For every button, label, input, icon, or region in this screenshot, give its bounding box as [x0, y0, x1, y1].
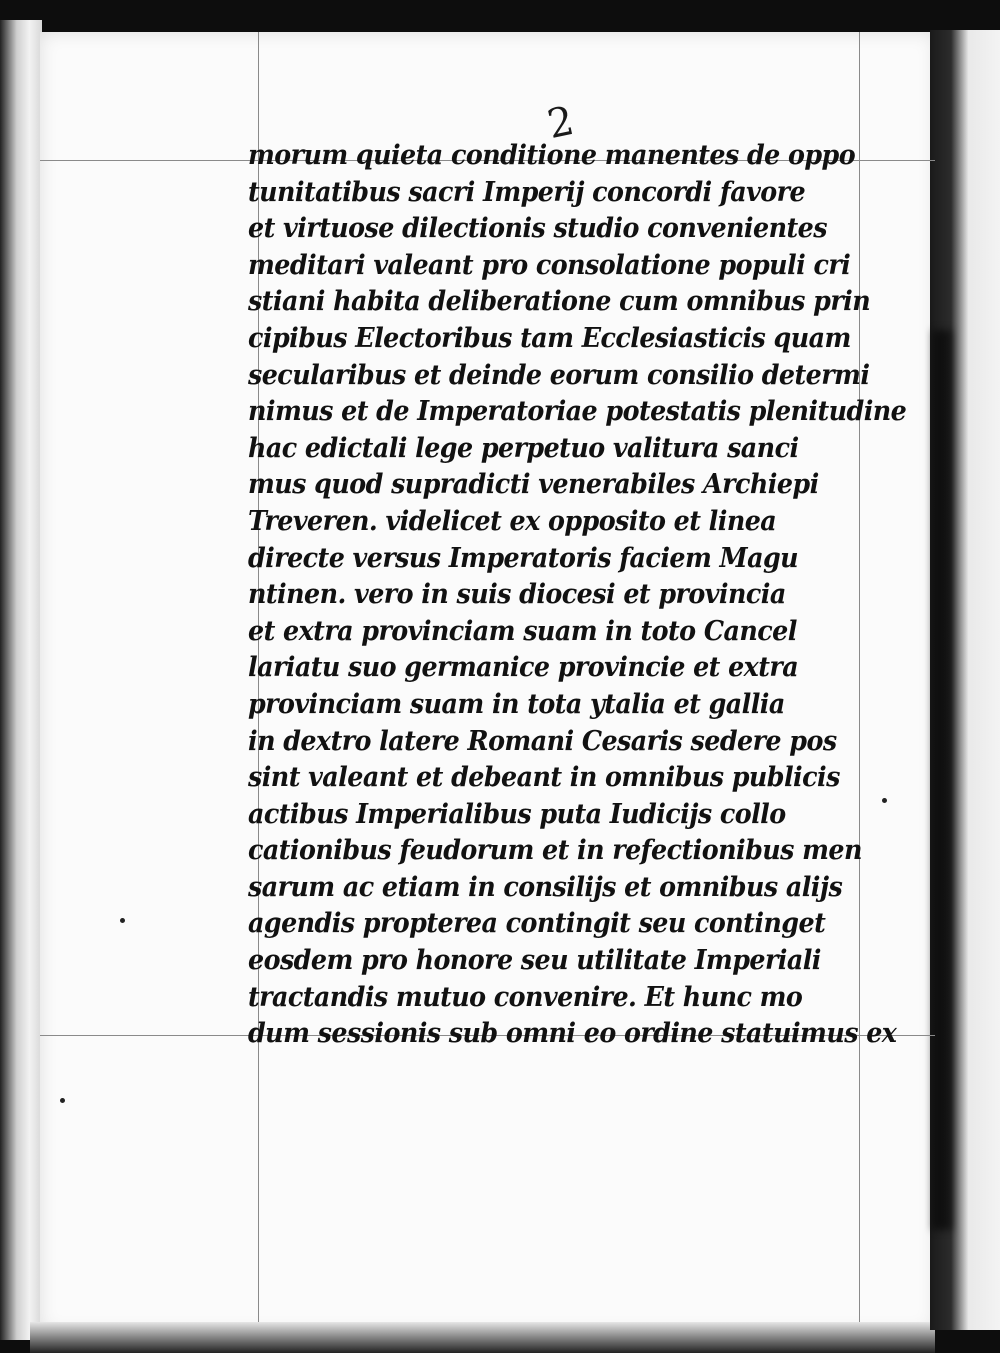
- text-line: stiani habita deliberatione cum omnibus prin: [248, 286, 871, 318]
- text-line: provinciam suam in tota ytalia et gallia: [248, 688, 785, 720]
- text-line: cipibus Electoribus tam Ecclesiasticis quam: [248, 322, 851, 354]
- text-line: cationibus feudorum et in refectionibus men: [248, 835, 862, 867]
- text-line: nimus et de Imperatoriae potestatis plenitudine: [248, 396, 907, 428]
- binding-shadow: [932, 330, 952, 1230]
- manuscript-text-block: [248, 138, 907, 1053]
- text-line: et extra provinciam suam in toto Cancel: [248, 615, 797, 647]
- text-line: sarum ac etiam in consilijs et omnibus alijs: [248, 871, 843, 903]
- margin-speck: [60, 1098, 65, 1103]
- text-line: ntinen. vero in suis diocesi et provincia: [248, 579, 786, 611]
- text-line: morum quieta conditione manentes de oppo: [248, 140, 856, 171]
- page-bottom-edge: [30, 1322, 935, 1353]
- text-line: tractandis mutuo convenire. Et hunc mo: [248, 981, 803, 1013]
- text-line: et virtuose dilectionis studio convenientes: [248, 213, 827, 245]
- text-line: eosdem pro honore seu utilitate Imperiali: [248, 945, 821, 977]
- left-page-edges: [0, 20, 42, 1340]
- text-line: meditari valeant pro consolatione populi cri: [248, 249, 851, 281]
- text-line: tunitatibus sacri Imperij concordi favore: [248, 176, 806, 208]
- text-line: lariatu suo germanice provincie et extra: [248, 652, 799, 684]
- text-line: hac edictali lege perpetuo valitura sanci: [248, 432, 799, 464]
- text-line: secularibus et deinde eorum consilio determi: [248, 359, 870, 391]
- text-line: directe versus Imperatoris faciem Magu: [248, 542, 799, 574]
- text-line: mus quod supradicti venerabiles Archiepi: [248, 469, 819, 501]
- text-line: Treveren. videlicet ex opposito et linea: [248, 505, 777, 537]
- text-line: agendis propterea contingit seu continget: [248, 908, 826, 940]
- text-line: dum sessionis sub omni eo ordine statuimus ex: [248, 1018, 897, 1050]
- text-line: in dextro latere Romani Cesaris sedere pos: [248, 725, 837, 757]
- margin-speck: [882, 798, 887, 803]
- binding-edge: [930, 30, 1000, 1330]
- margin-speck: [120, 918, 125, 923]
- text-line: actibus Imperialibus puta Iudicijs collo: [248, 798, 786, 830]
- folio-mark: 2: [543, 97, 578, 149]
- text-line: sint valeant et debeant in omnibus publicis: [248, 762, 840, 794]
